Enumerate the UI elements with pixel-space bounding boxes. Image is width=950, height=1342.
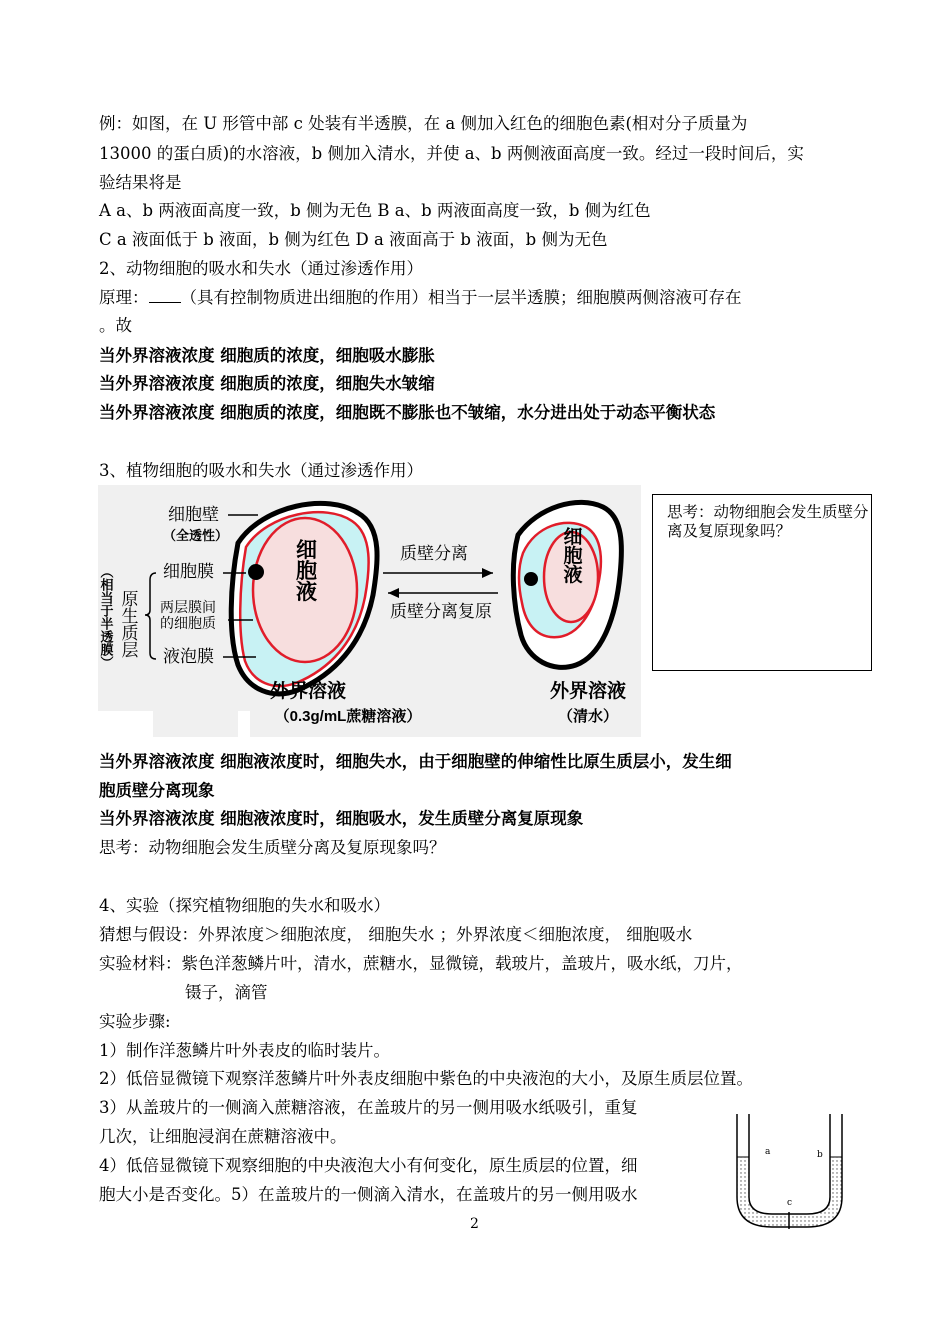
label-vacuole-membrane: 液泡膜 bbox=[163, 647, 214, 666]
section-3-heading: 3、植物细胞的吸水和失水（通过渗透作用） bbox=[99, 461, 423, 480]
utube-label-a: a bbox=[765, 1147, 771, 1157]
label-cell-wall: 细胞壁 bbox=[168, 505, 219, 524]
label-fully-permeable: （全透性） bbox=[163, 528, 229, 543]
principle-line bbox=[99, 288, 742, 308]
plant-rule-1: 当外界溶液浓度 细胞液浓度时，细胞失水，由于细胞壁的伸缩性比原生质层小，发生细 bbox=[99, 752, 732, 771]
question-line-1: 例：如图，在 U 形管中部 c 处装有半透膜，在 a 侧加入红色的细胞色素(相对分子质量为 bbox=[99, 114, 748, 133]
label-outer-solution-2-sub: （清水） bbox=[557, 708, 619, 725]
think-box bbox=[652, 494, 872, 671]
animal-rule-3: 当外界溶液浓度 细胞质的浓度，细胞既不膨胀也不皱缩，水分进出处于动态平衡状态 bbox=[99, 403, 716, 422]
plasmolysis-diagram bbox=[98, 485, 641, 737]
page-number: 2 bbox=[470, 1216, 479, 1232]
nucleus-right bbox=[524, 572, 538, 586]
principle-text: （具有控制物质进出细胞的作用）相当于一层半透膜；细胞膜两侧溶液可存在 bbox=[180, 288, 742, 307]
animal-rule-2: 当外界溶液浓度 细胞质的浓度，细胞失水皱缩 bbox=[99, 374, 435, 393]
principle-line-2: 。故 bbox=[99, 316, 132, 335]
principle-label: 原理： bbox=[99, 288, 149, 307]
step-1: 1）制作洋葱鳞片叶外表皮的临时装片。 bbox=[99, 1041, 390, 1060]
steps-heading: 实验步骤: bbox=[99, 1012, 171, 1031]
label-protoplast: 原生质层 bbox=[118, 590, 138, 658]
option-cd: C a 液面低于 b 液面，b 侧为红色 D a 液面高于 b 液面，b 侧为无色 bbox=[99, 230, 608, 249]
label-equiv: （相当于半透膜） bbox=[98, 565, 114, 669]
cell-sap-label-left: 细胞液 bbox=[293, 538, 317, 602]
plant-rule-2: 当外界溶液浓度 细胞液浓度时，细胞吸水，发生质壁分离复原现象 bbox=[99, 809, 584, 828]
step-2: 2）低倍显微镜下观察洋葱鳞片叶外表皮细胞中紫色的中央液泡的大小，及原生质层位置。 bbox=[99, 1069, 753, 1088]
utube-label-c: c bbox=[787, 1198, 793, 1208]
materials-line: 实验材料：紫色洋葱鳞片叶，清水，蔗糖水，显微镜，载玻片，盖玻片，吸水纸，刀片， bbox=[99, 954, 743, 973]
option-ab: A a、b 两液面高度一致，b 侧为无色 B a、b 两液面高度一致，b 侧为红色 bbox=[99, 201, 651, 220]
hypothesis-line: 猜想与假设：外界浓度＞细胞浓度， 细胞失水 ；外界浓度＜细胞浓度， 细胞吸水 bbox=[99, 925, 693, 944]
think-question: 思考：动物细胞会发生质壁分离及复原现象吗？ bbox=[99, 838, 446, 857]
u-tube-diagram bbox=[732, 1112, 850, 1232]
label-plasmolysis: 质壁分离 bbox=[400, 544, 468, 563]
label-between-2: 的细胞质 bbox=[160, 615, 216, 631]
fill-blank bbox=[149, 288, 181, 303]
step-4: 4）低倍显微镜下观察细胞的中央液泡大小有何变化，原生质层的位置，细 bbox=[99, 1156, 638, 1175]
label-deplasmolysis: 质壁分离复原 bbox=[390, 602, 492, 621]
label-outer-solution-2: 外界溶液 bbox=[549, 681, 627, 702]
section-4-heading: 4、实验（探究植物细胞的失水和吸水） bbox=[99, 896, 390, 915]
question-line-3: 验结果将是 bbox=[99, 173, 182, 192]
materials-line-2: 镊子，滴管 bbox=[185, 983, 268, 1002]
step-4-5: 胞大小是否变化。5）在盖玻片的一侧滴入清水，在盖玻片的另一侧用吸水 bbox=[99, 1185, 638, 1204]
question-line-2: 13000 的蛋白质)的水溶液，b 侧加入清水，并使 a、b 两侧液面高度一致。经过一段时间后，实 bbox=[99, 144, 804, 163]
cell-sap-label-right: 细胞液 bbox=[560, 526, 582, 584]
label-between-1: 两层膜间 bbox=[160, 599, 216, 615]
section-2-heading: 2、动物细胞的吸水和失水（通过渗透作用） bbox=[99, 259, 423, 278]
label-cell-membrane: 细胞膜 bbox=[163, 562, 214, 581]
utube-label-b: b bbox=[817, 1150, 823, 1160]
label-outer-solution-1-sub: （0.3g/mL蔗糖溶液） bbox=[274, 708, 422, 725]
step-3: 3）从盖玻片的一侧滴入蔗糖溶液，在盖玻片的另一侧用吸水纸吸引，重复 bbox=[99, 1098, 638, 1117]
animal-rule-1: 当外界溶液浓度 细胞质的浓度，细胞吸水膨胀 bbox=[99, 346, 435, 365]
label-outer-solution-1: 外界溶液 bbox=[269, 681, 347, 702]
nucleus-left bbox=[248, 564, 264, 580]
plant-rule-1-cont: 胞质壁分离现象 bbox=[99, 781, 215, 800]
step-3-cont: 几次，让细胞浸润在蔗糖溶液中。 bbox=[99, 1127, 347, 1146]
think-box-text: 思考：动物细胞会发生质壁分离及复原现象吗？ bbox=[667, 503, 869, 540]
